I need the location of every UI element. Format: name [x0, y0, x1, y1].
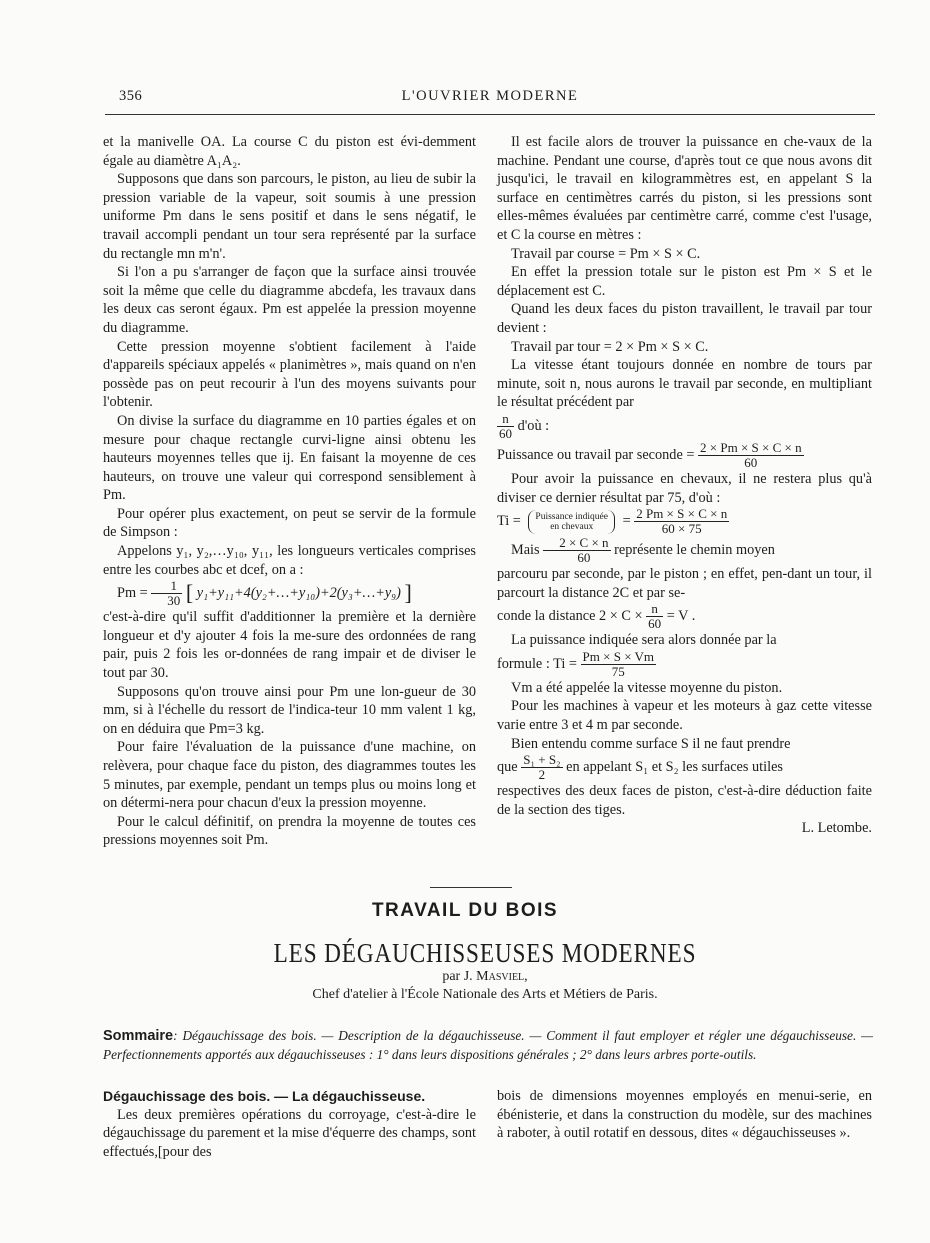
paragraph: La puissance indiquée sera alors donnée par la [511, 632, 777, 649]
fraction-denominator: 60 [648, 616, 662, 632]
paragraph: Appelons y₁, y₂,…y₁₀, y₁₁, les longueurs verticales comprises entre les courbes abc et dcef, on a : [103, 543, 476, 578]
fraction-denominator: 75 [611, 663, 625, 679]
paragraph: La vitesse étant toujours donnée en nombre de tours par minute, soit n, nous aurons le travail par seconde, en multipliant le résultat précédent par [497, 357, 872, 411]
byline-par: par J. [442, 969, 473, 984]
paragraph: Pour les machines à vapeur et les moteurs à gaz cette vitesse varie entre 3 et 4 m par seconde. [497, 698, 872, 734]
fraction-numerator: 1 [151, 579, 182, 594]
paragraph: Supposons que dans son parcours, le piston, au lieu de subir la pression variable de la vapeur, soit soumis à une pression uniforme Pm dans le sens positif et dans le sens négatif, le travail accompli pendant un tour sera représenté par la surface du rectangle mn m'n'. [103, 171, 476, 262]
fraction-denominator: 60 [577, 550, 591, 566]
journal-title: L'OUVRIER MODERNE [401, 88, 579, 104]
author-affiliation: Chef d'atelier à l'École Nationale des Arts et Métiers de Paris. [312, 987, 658, 1002]
paragraph: Pour avoir la puissance en chevaux, il ne restera plus qu'à diviser ce dernier résultat par 75, d'où : [497, 470, 872, 506]
fraction [634, 507, 729, 536]
article-left-column [103, 1087, 476, 1161]
fraction-denominator: 60 × 75 [661, 521, 702, 537]
paragraph: On divise la surface du diagramme en 10 parties égales et on mesure pour chaque rectangle curvi-ligne ainsi obtenu les hauteurs moyennes telles que ij. En faisant la moyenne de ces hauteurs, on trouve une valeur qui correspond sensiblement à Pm. [103, 412, 476, 504]
formula-text: = V . [666, 608, 696, 625]
summary [103, 1027, 873, 1063]
fraction [646, 602, 663, 631]
paragraph: parcouru par seconde, par le piston ; en effet, pen-dant un tour, il parcourt la distance 2C et par se- [497, 566, 872, 601]
paragraph: Quand les deux faces du piston travaillent, le travail par tour devient : [497, 301, 872, 336]
paragraph: respectives des deux faces de piston, c'est-à-dire déduction faite de la section des tiges. [497, 783, 872, 818]
section-title: TRAVAIL DU BOIS [371, 900, 559, 921]
fraction-numerator: Pm × S × Vm [582, 648, 655, 664]
left-column [103, 133, 476, 850]
formula-line [497, 412, 872, 441]
paragraph: et la manivelle OA. La course C du piston est évi-demment égale au diamètre A₁A₂. [103, 134, 476, 169]
bracket-close: ] [404, 580, 412, 606]
paragraph: Il est facile alors de trouver la puissance en che-vaux de la machine. Pendant une course, d'après tout ce que nous avons dit jusqu'ici, le travail en kilogrammètres est, en appelant S la surface en centimètres carrés du piston, si les pressions sont elles-mêmes évaluées par centimètre carré, comme c'est l'usage, et C la course en mètres : [497, 134, 872, 243]
formula-line [497, 650, 872, 679]
page-number: 356 [119, 88, 143, 104]
formula-lhs: Puissance ou travail par seconde = [497, 446, 695, 463]
formula-text: conde la distance 2 × C × [497, 608, 643, 625]
fraction-numerator: n [497, 412, 514, 427]
paragraph: En effet la pression totale sur le piston est Pm × S et le déplacement est C. [497, 264, 872, 299]
formula-lhs: Ti = [497, 512, 521, 529]
article-title: LES DÉGAUCHISSEUSES MODERNES [273, 938, 697, 968]
author-name: Masviel, [476, 969, 528, 984]
article-heading: Dégauchissage des bois. — La dégauchisseuse. [103, 1088, 426, 1104]
fraction [497, 412, 514, 441]
equals-sign: = [622, 512, 631, 529]
formula-text: en appelant S₁ et S₂ les surfaces utiles [566, 759, 783, 776]
page-header [105, 88, 875, 110]
fraction-denominator: 60 [499, 425, 512, 441]
article-right-column [497, 1087, 872, 1143]
paragraph: Pour faire l'évaluation de la puissance d'une machine, on relèvera, pour chaque face du piston, des diagrammes toutes les 5 minutes, par exemple, pendant un temps plus ou moins long et on détermi-nera pour chacun d'eux la pression moyenne. [103, 739, 476, 812]
formula-body: y₁+y₁₁+4(y₂+…+y₁₀)+2(y₃+…+y₉) [196, 585, 401, 602]
fraction [151, 579, 182, 608]
paragraph: Cette pression moyenne s'obtient facilement à l'aide d'appareils spéciaux appelés « planimètres », mais quand on n'en possède pas on peut recourir à l'un des moyens suivants pour l'obtenir. [103, 338, 476, 411]
section-divider [430, 887, 512, 888]
summary-label: Sommaire [103, 1028, 174, 1044]
formula-line [497, 536, 872, 565]
paragraph: c'est-à-dire qu'il suffit d'additionner la première et la dernière longueur et d'y ajouter 4 fois la me-sure des ordonnées de rang pair, puis 2 fois les or-données de rang impair et de diviser le tout par 30. [103, 609, 476, 682]
paragraph: Pour le calcul définitif, on prendra la moyenne de toutes ces pressions moyennes soit Pm. [103, 813, 476, 849]
summary-text: : Dégauchissage des bois. — Description de la dégauchisseuse. — Comment il faut employer et régler une dégauchisseuse. — Perfectionnements apportés aux dégauchisseuses : 1° dans leurs dispositions générales ; 2° dans leurs arbres porte-outils. [103, 1028, 873, 1062]
formula-text: d'où : [517, 417, 550, 434]
paragraph: Si l'on a pu s'arranger de façon que la surface ainsi trouvée soit la même que celle du diagramme abcdefa, les travaux dans les deux cas seront égaux. Pm est appelée la pression moyenne du diagramme. [103, 264, 476, 336]
parenthesized-label [528, 510, 615, 534]
header-rule [105, 114, 875, 115]
formula-text: que [497, 759, 518, 776]
fraction-denominator: 60 [744, 454, 758, 470]
paragraph: Les deux premières opérations du corroyage, c'est-à-dire le dégauchissage du parement et la mise d'équerre des champs, sont effectués,[pour des [103, 1106, 476, 1160]
paragraph: Bien entendu comme surface S il ne faut prendre [511, 735, 791, 752]
fraction [521, 753, 562, 782]
fraction-numerator: 2 Pm × S × C × n [636, 506, 728, 522]
formula-text: représente le chemin moyen [614, 541, 775, 558]
right-column [497, 133, 872, 838]
paragraph: Supposons qu'on trouve ainsi pour Pm une lon-gueur de 30 mm, si à l'échelle du ressort de l'indica-teur 10 mm valent 1 kg, on en déduira que Pm=3 kg. [103, 683, 476, 737]
fraction-numerator: 2 × Pm × S × C × n [700, 439, 802, 455]
formula-lhs: Pm = [117, 585, 148, 602]
paragraph: Travail par course = Pm × S × C. [511, 245, 701, 262]
paren-line: Puissance indiquée [535, 511, 608, 522]
paragraph: Vm a été appelée la vitesse moyenne du piston. [511, 679, 783, 696]
formula-line [497, 441, 872, 470]
fraction [581, 650, 657, 679]
fraction-numerator: n [646, 602, 663, 617]
fraction [543, 536, 610, 565]
formula-text: Mais [511, 541, 540, 558]
paragraph: Travail par tour = 2 × Pm × S × C. [511, 338, 709, 355]
fraction-numerator: 2 × C × n [543, 536, 610, 551]
fraction [698, 441, 804, 470]
formula-line [497, 507, 872, 536]
fraction-denominator: 2 [538, 767, 546, 783]
formula-text: formule : Ti = [497, 655, 577, 672]
fraction-numerator: S₁ + S₂ [523, 752, 561, 768]
author-signature: L. Letombe. [801, 820, 872, 837]
fraction-denominator: 30 [167, 593, 181, 609]
formula-line [497, 753, 872, 782]
bracket-open: [ [185, 580, 194, 606]
byline [0, 969, 930, 985]
paren-line: en chevaux [550, 521, 594, 532]
formula-line [497, 602, 872, 631]
simpson-formula [103, 579, 476, 608]
paragraph: Pour opérer plus exactement, on peut se servir de la formule de Simpson : [103, 505, 476, 541]
paragraph: bois de dimensions moyennes employés en menui-serie, en ébénisterie, et dans la construction du modèle, sur des machines à raboter, à outil rotatif en dessous, dites « dégauchisseuses ». [497, 1088, 872, 1142]
